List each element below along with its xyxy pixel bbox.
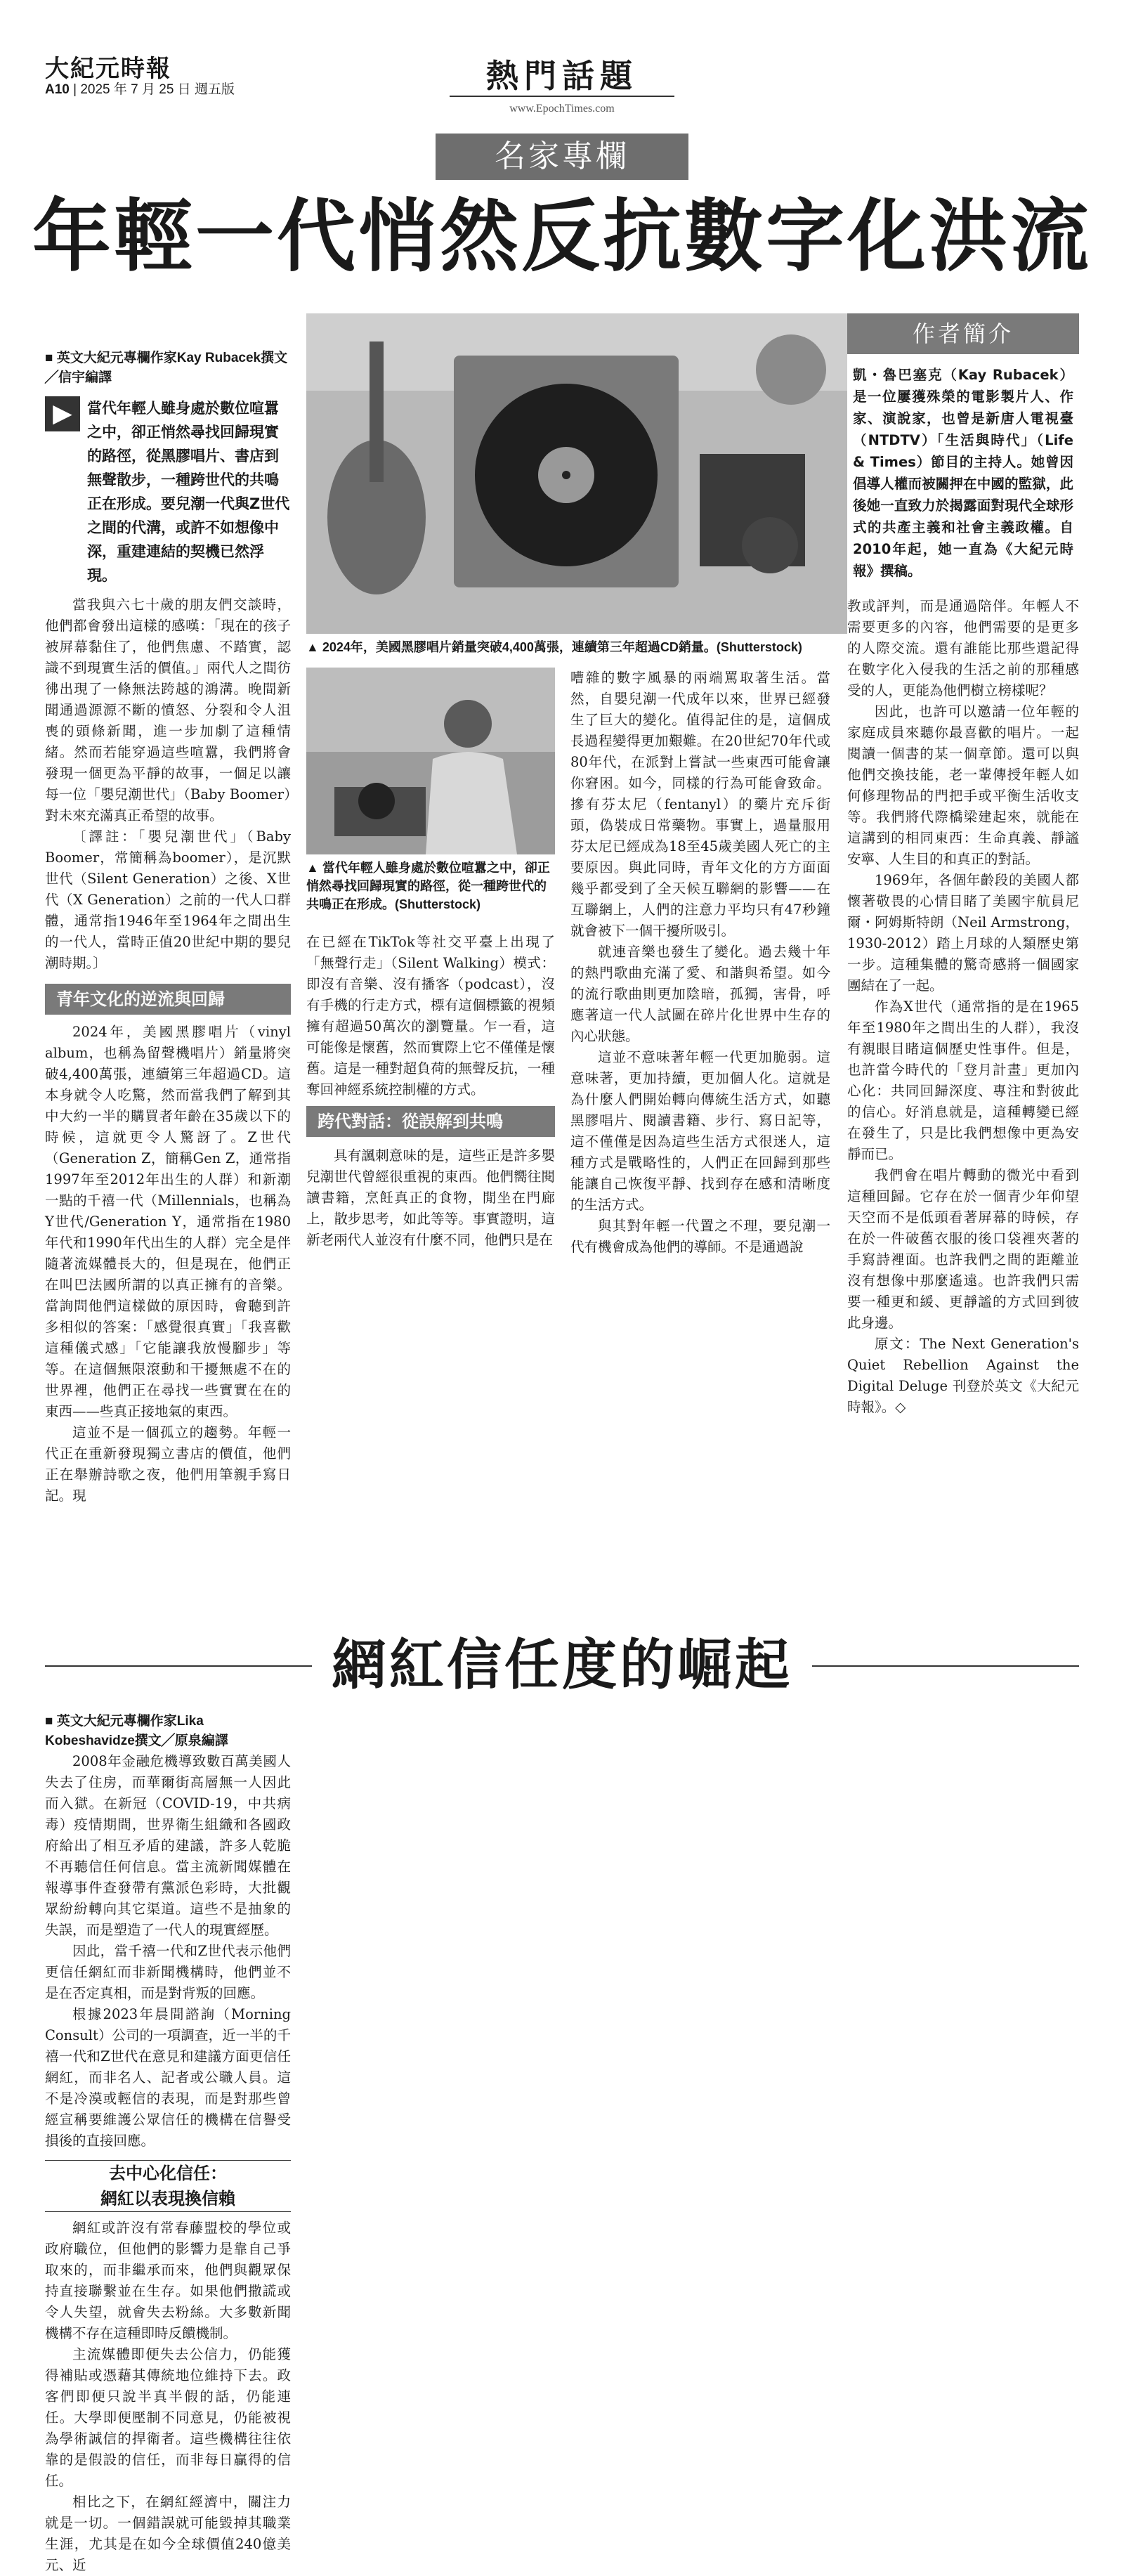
paragraph: 在已經在TikTok等社交平臺上出現了「無聲行走」（Silent Walking）模式：即沒有音樂、沒有播客（podcast），沒有手機的行走方式，標有這個標籤的視頻擁有超過50萬次的瀏覽量。乍一看，這可能像是懷舊，然而實際上它不僅僅是懷舊。這是一種對超負荷的無聲反抗，一種奪回神經系統控制權的方式。 — [306, 934, 555, 1098]
section-rule — [450, 96, 674, 97]
article1-col2-body2 — [306, 1145, 555, 1251]
paragraph: 2024年，美國黑膠唱片（vinyl album，也稱為留聲機唱片）銷量將突破4,400萬張，連續第三年超過CD。這本身就令人吃驚，然而當我們了解到其中大約一半的購買者年齡在35歲以下的時候，這就更令人驚訝了。Z世代（Generation Z，簡稱Gen Z，通常指1997年至2012年出生的人群）和新潮一點的千禧一代（Millennials，也稱為Y世代/Generation Y，通常指在1980年代和1990年代出生的人群）完全是伴隨著流媒體長大的，但是現在，他們正在叫巴法國所謂的以真正擁有的音樂。當詢問他們這樣做的原因時，會聽到許多相似的答案：「感覺很真實」「我喜歡這種儀式感」「它能讓我放慢腳步」等等。在這個無限滾動和干擾無處不在的世界裡，他們正在尋找一些實實在在的東西——些真正接地氣的東西。 — [45, 1024, 291, 1419]
paragraph: 根據2023年晨間諮詢（Morning Consult）公司的一項調查，近一半的千禧一代和Z世代在意見和建議方面更信任網紅，而非名人、記者或公職人員。這不是冷漠或輕信的表現，而是對那些曾經宣稱要維護公眾信任的機構在信譽受損後的直接回應。 — [45, 2006, 291, 2149]
article1-headline: 年輕一代悄然反抗數字化洪流 — [32, 190, 1092, 282]
paragraph: 與其對年輕一代置之不理，要兒潮一代有機會成為他們的導師。不是通過說 — [570, 1218, 830, 1255]
article1-col3-body — [570, 668, 830, 1258]
article1-lead-block — [45, 396, 291, 587]
column-tag: 名家專欄 — [436, 134, 688, 180]
article1-image1-caption: ▲ 2024年，美國黑膠唱片銷量突破4,400萬張，連續第三年超過CD銷量。(Shutterstock) — [306, 640, 802, 654]
page-number: A10 — [45, 82, 70, 97]
subhead-line: 去中心化信任： — [109, 2164, 227, 2183]
paragraph: 因此，當千禧一代和Z世代表示他們更信任網紅而非新聞機構時，他們並不是在否定真相，而是對背叛的回應。 — [45, 1943, 291, 2001]
paragraph: 就連音樂也發生了變化。過去幾十年的熱門歌曲充滿了愛、和諧與希望。如今的流行歌曲則更加陰暗，孤獨，害骨，呼應著這一代人試圖在碎片化世界中生存的內心狀態。 — [570, 944, 830, 1044]
young-woman-illustration — [306, 668, 555, 854]
issue-date: 2025 年 7 月 25 日 週五版 — [80, 82, 235, 97]
site-url[interactable]: www.EpochTimes.com — [509, 103, 615, 115]
article1-col4-body — [847, 596, 1079, 1418]
article1-col1-body2 — [45, 1022, 291, 1507]
article2-byline: ■ 英文大紀元專欄作家Lika Kobeshavidze撰文╱原泉編譯 — [45, 1714, 228, 1748]
paragraph: 因此，也許可以邀請一位年輕的家庭成員來聽你最喜歡的唱片。一起閱讀一個書的某一個章節。還可以與他們交換技能，老一輩傳授年輕人如何修理物品的門把手或平衡生活收支等。我們將代際橋梁建起來，就能在這講到的相同東西：生命真義、靜謐安寧、人生目的和真正的對話。 — [847, 703, 1079, 867]
paragraph: 我們會在唱片轉動的微光中看到這種回歸。它存在於一個青少年仰望天空而不是低頭看著屏幕的時候，存在於一件破舊衣服的後口袋裡夾著的手寫詩裡面。也許我們之間的距離並沒有想像中那麼遙遠。也許我們只需要一種更和緩、更靜謐的方式回到彼此身邊。 — [847, 1167, 1079, 1331]
paragraph: 這並不是一個孤立的趨勢。年輕一代正在重新發現獨立書店的價值，他們正在舉辦詩歌之夜，他們用筆親手寫日記。現 — [45, 1424, 291, 1504]
article2-column1 — [45, 1712, 291, 2576]
record-player-illustration — [306, 313, 847, 634]
article2-subhead-1 — [45, 2161, 291, 2211]
section-title: 熱門話題 — [486, 57, 638, 95]
source-note: 原文：The Next Generation's Quiet Rebellion Against the Digital Deluge 刊登於英文《大紀元時報》。◇ — [847, 1336, 1079, 1415]
paragraph: 相比之下，在網紅經濟中，關注力就是一切。一個錯誤就可能毀掉其職業生涯，尤其是在如今全球價值240億美元、近 — [45, 2494, 291, 2573]
article1-lead: 當代年輕人雖身處於數位喧囂之中，卻正悄然尋找回歸現實的路徑，從黑膠唱片、書店到無聲散步，一種跨世代的共鳴正在形成。要兒潮一代與Z世代之間的代溝，或許不如想像中深，重建連結的契機已然浮現。 — [87, 400, 290, 584]
page-date: A10 | 2025 年 7 月 25 日 週五版 — [45, 82, 235, 97]
article1-subhead-2: 跨代對話：從誤解到共鳴 — [306, 1106, 555, 1137]
author-box-title: 作者簡介 — [847, 313, 1079, 354]
article1-author-box — [847, 313, 1079, 582]
paragraph: 這並不意味著年輕一代更加脆弱。這意味著，更加持續，更加個人化。這就是為什麼人們開始轉向傳統生活方式，如聽黑膠唱片、閱讀書籍、步行、寫日記等，這不僅僅是因為這些生活方式很迷人，這種方式是戰略性的，人們正在回歸到那些能讓自己恢復平靜、找到存在感和清晰度的生活方式。 — [570, 1049, 830, 1213]
article1-image2-caption: ▲ 當代年輕人雖身處於數位喧囂之中，卻正悄然尋找回歸現實的路徑，從一種跨世代的共鳴正在形成。(Shutterstock) — [306, 861, 550, 911]
article1-column1 — [45, 349, 291, 1507]
paragraph: 教或評判，而是通過陪伴。年輕人不需要更多的內容，他們需要的是更多的人際交流。還有誰能比那些還記得在數字化入侵我的生活之前的那種感受的人，更能為他們樹立榜樣呢？ — [847, 598, 1079, 698]
paragraph: 網紅或許沒有常春藤盟校的學位或政府職位，但他們的影響力是靠自己爭取來的，而非繼承而來，他們與觀眾保持直接聯繫並在生存。如果他們撒謊或令人失望，就會失去粉絲。大多數新聞機構不存在這種即時反饋機制。 — [45, 2220, 291, 2341]
play-arrow-icon: ▶ — [45, 396, 80, 431]
paragraph: 具有諷刺意味的是，這些正是許多嬰兒潮世代曾經很重視的東西。他們嚮往閱讀書籍，烹飪真正的食物，閒坐在門廊上，散步思考，如此等等。事實證明，這新老兩代人並沒有什麼不同，他們只是在 — [306, 1147, 555, 1248]
article2-col1-body2 — [45, 2218, 291, 2576]
paragraph: 1969年，各個年齡段的美國人都懷著敬畏的心情目睹了美國宇航員尼爾・阿姆斯特朗（Neil Armstrong，1930-2012）踏上月球的人類歷史第一步。這種集體的驚奇感將一個國家團結在了一起。 — [847, 872, 1079, 994]
article2-headline: 網紅信任度的崛起 — [331, 1634, 792, 1697]
paragraph: 2008年金融危機導致數百萬美國人失去了住房，而華爾街高層無一人因此而入獄。在新冠（COVID-19，中共病毒）疫情期間，世界衛生組織和各國政府給出了相互矛盾的建議，許多人乾脆不再聽信任何信息。當主流新聞媒體在報導事件查發帶有黨派色彩時，大批觀眾紛紛轉向其它渠道。這些不是抽象的失誤，而是塑造了一代人的現實經歷。 — [45, 1753, 291, 1938]
paragraph: 當我與六七十歲的朋友們交談時，他們都會發出這樣的感嘆：「現在的孩子被屏幕黏住了，他們焦慮、不踏實，認識不到現實生活的價值。」兩代人之間彷彿出現了一條無法跨越的鴻溝。晚間新聞通過源源不斷的憤怒、分裂和令人沮喪的頭條新聞，進一步加劇了這種情緒。然而若能穿過這些喧囂，我們將會發現一個更為平靜的故事，一個足以讓每一位「嬰兒潮世代」（Baby Boomer）對未來充滿真正希望的故事。 — [45, 597, 291, 824]
translator-note: 〔譯註：「嬰兒潮世代」（Baby Boomer，常簡稱為boomer），是沉默世代（Silent Generation）之後、X世代（X Generation）之前的一代人口群體，通常指1946年至1964年之間出生的一代人，當時正值20世紀中期的嬰兒潮時期。〕 — [45, 828, 291, 971]
subhead-line: 網紅以表現換信賴 — [100, 2189, 235, 2209]
article2-col1-body — [45, 1751, 291, 2152]
paragraph: 嘈雜的數字風暴的兩端罵取著生活。當然，自嬰兒潮一代成年以來，世界已經發生了巨大的變化。值得記住的是，這個成長過程變得更加艱難。在20世紀70年代或80年代，在派對上嘗試一些東西可能會讓你窘困。如今，同樣的行為可能會致命。摻有芬太尼（fentanyl）的藥片充斥街頭，偽裝成日常藥物。事實上，過量服用芬太尼已經成為18至45歲美國人死亡的主要原因。與此同時，青年文化的方方面面幾乎都受到了全天候互聯網的影響——在互聯網上，人們的注意力平均只有47秒鐘就會被下一個干擾所吸引。 — [570, 670, 830, 939]
headline-rule-right — [812, 1665, 1079, 1667]
paragraph: 主流媒體即便失去公信力，仍能獲得補貼或憑藉其傳統地位維持下去。政客們即便只說半真半假的話，仍能連任。大學即便壓制不同意見，仍能被視為學術誠信的捍衛者。這些機構往往依靠的是假設的信任，而非每日贏得的信任。 — [45, 2346, 291, 2489]
article1-byline: ■ 英文大紀元專欄作家Kay Rubacek撰文╱信宇編譯 — [45, 351, 288, 385]
author-box-body: 凱・魯巴塞克（Kay Rubacek）是一位屢獲殊榮的電影製片人、作家、演說家，也曾是新唐人電視臺（NTDTV）「生活與時代」（Life & Times）節目的主持人。她曾因倡導人權而被關押在中國的監獄，此後她一直致力於揭露面對現代全球形式的共產主義和社會主義政權。自2010年起，她一直為《大紀元時報》撰稿。 — [853, 367, 1073, 579]
article1-col2-body — [306, 932, 555, 1100]
article1-subhead-1: 青年文化的逆流與回歸 — [45, 984, 291, 1015]
paragraph: 作為X世代（通常指的是在1965年至1980年之間出生的人群），我沒有親眼目睹這個歷史性事件。但是，也許當今時代的「登月計畫」更加內心化：共同回歸深度、專注和對彼此的信心。好消息就是，這種轉變已經在發生了，只是比我們想像中更為安靜而已。 — [847, 998, 1079, 1162]
article1-col1-body — [45, 594, 291, 974]
young-woman-vinyl-photo — [306, 668, 555, 854]
newspaper-logo: 大紀元時報 — [45, 55, 171, 83]
record-player-photo — [306, 313, 847, 634]
